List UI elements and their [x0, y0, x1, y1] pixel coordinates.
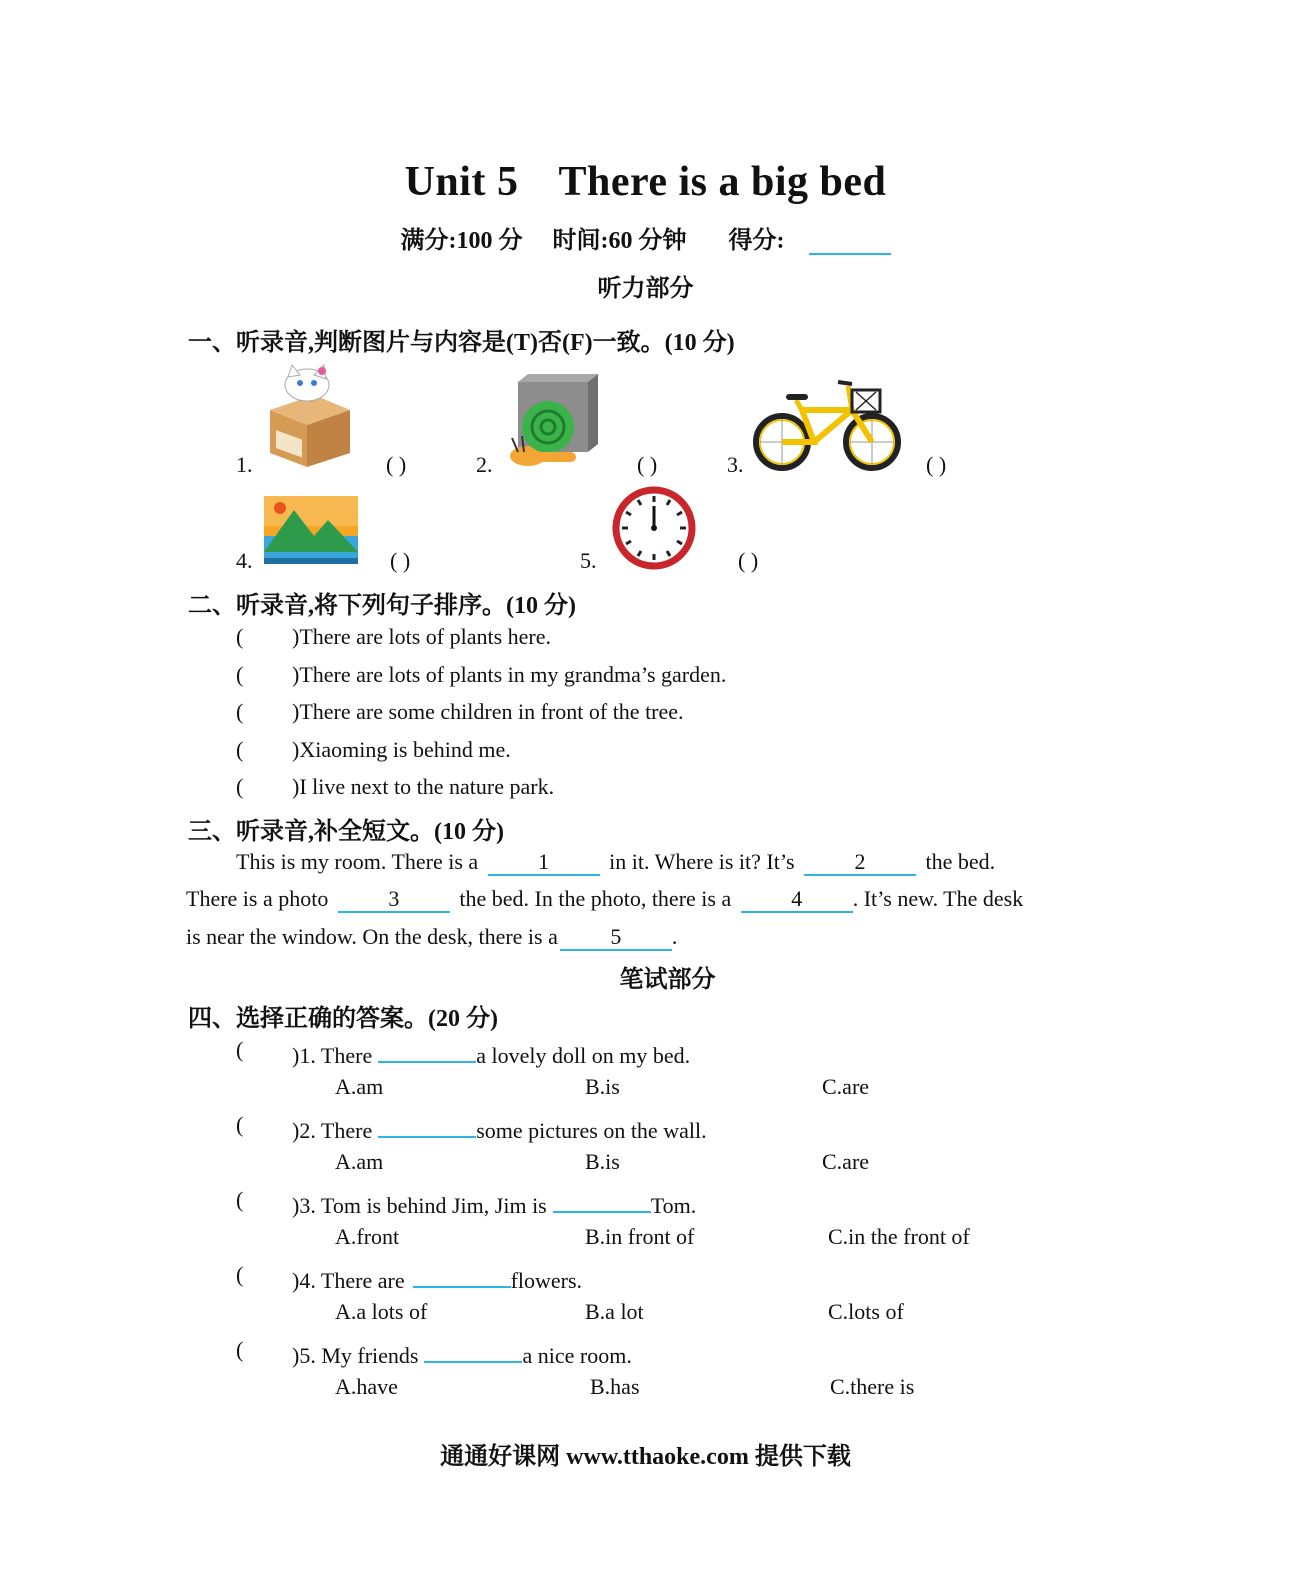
option-a[interactable]: A.am	[335, 1074, 384, 1099]
item2-number: 2.	[476, 452, 493, 477]
item5-number: 5.	[580, 548, 597, 573]
option-b[interactable]: B.is	[585, 1149, 620, 1174]
passage-line-1	[236, 849, 995, 876]
question-1	[292, 1037, 690, 1069]
item1-answer[interactable]: ( )	[386, 452, 407, 477]
passage-text: .	[671, 924, 678, 949]
option-c[interactable]: C.in the front of	[828, 1224, 970, 1249]
question-blank[interactable]	[378, 1037, 476, 1063]
question-stem: a lovely doll on my bed.	[476, 1043, 691, 1068]
passage-line-3	[186, 924, 677, 951]
passage-text: the bed. In the photo, there is a	[459, 886, 732, 911]
question-paren[interactable]: (	[236, 1112, 244, 1137]
passage-blank-2[interactable]: 2	[804, 850, 916, 876]
sort-sentence: )There are lots of plants here.	[292, 624, 551, 649]
sort-paren[interactable]: (	[236, 737, 244, 762]
question-paren[interactable]: (	[236, 1037, 244, 1062]
item3-answer[interactable]: ( )	[926, 452, 947, 477]
title-text: There is a big bed	[558, 159, 887, 205]
mountain-picture-icon	[264, 496, 358, 564]
passage-blank-1[interactable]: 1	[488, 850, 600, 876]
option-a[interactable]: A.a lots of	[335, 1299, 428, 1324]
passage-line-2	[186, 886, 1023, 913]
question-blank[interactable]	[553, 1187, 651, 1213]
score-blank[interactable]	[809, 229, 891, 255]
passage-text: in it. Where is it? It’s	[609, 849, 795, 874]
section2-heading: 二、听录音,将下列句子排序。(10 分)	[188, 593, 576, 619]
time-limit: 时间:60 分钟	[552, 228, 687, 254]
question-paren[interactable]: (	[236, 1337, 244, 1362]
item3-number: 3.	[727, 452, 744, 477]
writing-part-heading: 笔试部分	[619, 967, 716, 993]
question-stem: some pictures on the wall.	[476, 1118, 707, 1143]
passage-blank-3[interactable]: 3	[338, 887, 450, 913]
passage-text: This is my room. There is a	[236, 849, 479, 874]
passage-text: is near the window. On the desk, there is a	[186, 924, 558, 949]
sort-sentence: )There are some children in front of the tree.	[292, 699, 684, 724]
footer-source: 通通好课网 www.tthaoke.com 提供下载	[440, 1444, 851, 1470]
question-4	[292, 1262, 582, 1294]
question-3	[292, 1187, 696, 1219]
question-stem: a nice room.	[522, 1343, 632, 1368]
question-blank[interactable]	[413, 1262, 511, 1288]
option-c[interactable]: C.are	[822, 1149, 870, 1174]
option-a[interactable]: A.have	[335, 1374, 398, 1399]
passage-text: . It’s new. The desk	[852, 886, 1024, 911]
bicycle-icon	[752, 378, 902, 476]
option-b[interactable]: B.is	[585, 1074, 620, 1099]
section1-heading: 一、听录音,判断图片与内容是(T)否(F)一致。(10 分)	[188, 330, 735, 356]
question-stem: )3. Tom is behind Jim, Jim is	[292, 1193, 547, 1218]
passage-text: the bed.	[925, 849, 996, 874]
sort-sentence: )There are lots of plants in my grandma’s garden.	[292, 662, 727, 687]
option-c[interactable]: C.lots of	[828, 1299, 904, 1324]
option-c[interactable]: C.are	[822, 1074, 870, 1099]
score-label: 得分:	[728, 228, 785, 254]
option-b[interactable]: B.in front of	[585, 1224, 695, 1249]
listening-part-heading: 听力部分	[597, 276, 694, 302]
sort-sentence: )I live next to the nature park.	[292, 774, 555, 799]
question-blank[interactable]	[378, 1112, 476, 1138]
sort-paren[interactable]: (	[236, 662, 244, 687]
score-info	[0, 220, 1291, 255]
cat-in-box-icon	[262, 365, 357, 470]
option-c[interactable]: C.there is	[830, 1374, 915, 1399]
option-b[interactable]: B.a lot	[585, 1299, 644, 1324]
sort-paren[interactable]: (	[236, 699, 244, 724]
question-stem: )2. There	[292, 1118, 373, 1143]
question-stem: )5. My friends	[292, 1343, 419, 1368]
question-stem: )4. There are	[292, 1268, 405, 1293]
full-score: 满分:100 分	[400, 228, 523, 254]
passage-text: There is a photo	[186, 886, 329, 911]
snail-and-box-icon	[508, 372, 600, 470]
item4-answer[interactable]: ( )	[390, 548, 411, 573]
question-2	[292, 1112, 707, 1144]
passage-blank-4[interactable]: 4	[741, 887, 853, 913]
unit-label: Unit 5	[404, 159, 519, 205]
question-stem: Tom.	[650, 1193, 697, 1218]
sort-paren[interactable]: (	[236, 624, 244, 649]
question-stem: flowers.	[510, 1268, 583, 1293]
sort-sentence: )Xiaoming is behind me.	[292, 737, 511, 762]
item2-answer[interactable]: ( )	[637, 452, 658, 477]
question-paren[interactable]: (	[236, 1262, 244, 1287]
question-stem: )1. There	[292, 1043, 373, 1068]
question-5	[292, 1337, 632, 1369]
item4-number: 4.	[236, 548, 253, 573]
option-a[interactable]: A.am	[335, 1149, 384, 1174]
clock-icon	[612, 486, 696, 570]
passage-blank-5[interactable]: 5	[560, 925, 672, 951]
option-a[interactable]: A.front	[335, 1224, 400, 1249]
question-paren[interactable]: (	[236, 1187, 244, 1212]
page-title	[0, 158, 1291, 206]
sort-paren[interactable]: (	[236, 774, 244, 799]
option-b[interactable]: B.has	[590, 1374, 640, 1399]
section4-heading: 四、选择正确的答案。(20 分)	[188, 1006, 498, 1032]
item1-number: 1.	[236, 452, 253, 477]
question-blank[interactable]	[424, 1337, 522, 1363]
section3-heading: 三、听录音,补全短文。(10 分)	[188, 819, 504, 845]
item5-answer[interactable]: ( )	[738, 548, 759, 573]
